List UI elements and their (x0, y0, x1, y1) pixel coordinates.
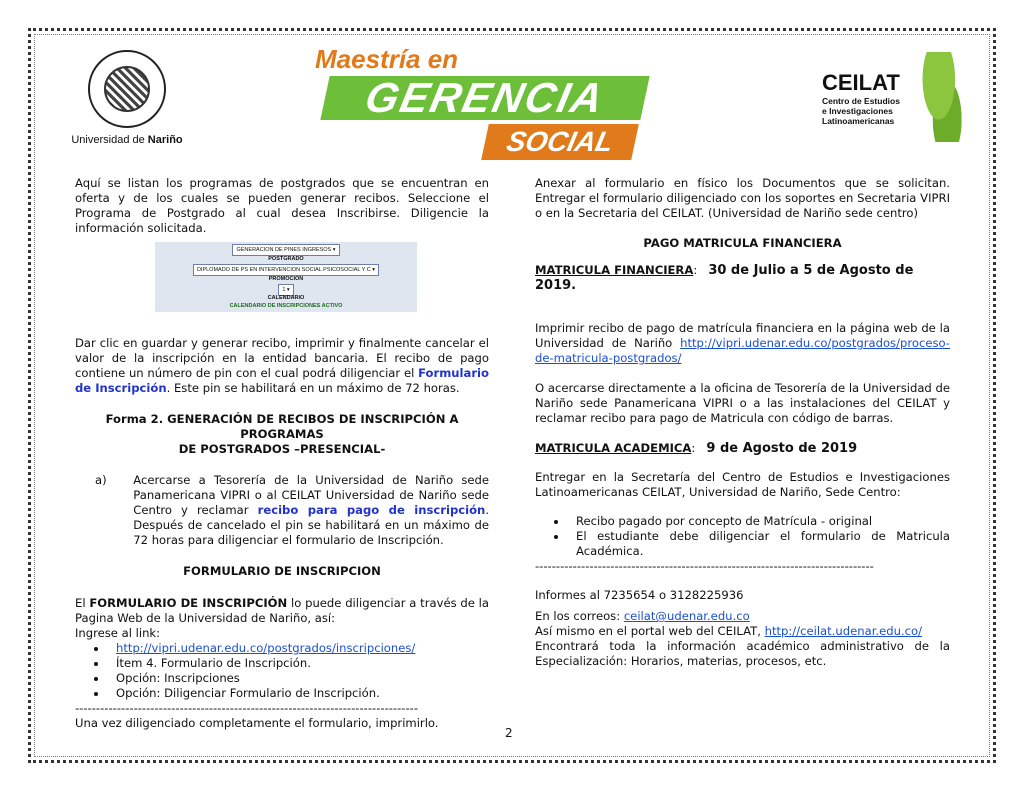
payment-paragraph: Dar clic en guardar y generar recibo, imprimir y finalmente cancelar el valor de la inscripción en la entidad bancaria. El recibo de pago contiene un número de pin con el cual podrá diligenciar el Formulario de Inscripción. Este pin se habilitará en un máximo de 72 horas. (75, 336, 489, 395)
recibo-link[interactable]: recibo para pago de inscripción (257, 503, 486, 517)
ceilat-subtitle-1: Centro de Estudios (822, 96, 900, 106)
matricula-academica-line: MATRICULA ACADEMICA: 9 de Agosto de 2019 (535, 441, 858, 456)
forma2-title-2: DE POSTGRADOS –PRESENCIAL- (178, 442, 386, 456)
ceilat-subtitle-3: Latinoamericanas (822, 116, 895, 126)
university-name: Universidad de Nariño (71, 134, 183, 146)
email-link[interactable]: ceilat@udenar.edu.co (623, 609, 750, 623)
matricula-financiera-line: MATRICULA FINANCIERA: 30 de Julio a 5 de Agosto de 2019. (535, 263, 914, 293)
ceilat-title: CEILAT (822, 70, 900, 95)
separator: ---------------------------------------------------------------------------------- (75, 701, 419, 715)
form-heading: FORMULARIO DE INSCRIPCION (183, 564, 381, 578)
annex-paragraph: Anexar al formulario en físico los Documentos que se solicitan. Entregar el formulario diligenciado con los soportes en Secretaria VIPRI o en la Secretaria del CEILAT. (Universidad de Nariño sede centro) (535, 176, 950, 220)
info-paragraph: Encontrará toda la información académico administrativo de la Especialización: Horarios, materias, procesos, etc. (535, 639, 950, 668)
item-a-text: Acercarse a Tesorería de la Universidad de Nariño sede Panamericana VIPRI o al CEILAT Universidad de Nariño sede Centro y reclamar recibo para pago de inscripción. Después de cancelado el pin se habilitará en un máximo de 72 horas para diligenciar el formulario de Inscripción. (133, 473, 490, 547)
banner-line3: SOCIAL (481, 124, 639, 160)
ceilat-subtitle-2: e Investigaciones (822, 106, 893, 116)
list-item: • Opción: Inscripciones (108, 671, 489, 686)
portal-link[interactable]: http://ceilat.udenar.edu.co/ (764, 624, 922, 638)
item-a (75, 473, 489, 548)
forma2-title-1: Forma 2. GENERACIÓN DE RECIBOS DE INSCRIPCIÓN A PROGRAMAS (105, 412, 459, 441)
banner-line2: GERENCIA (320, 76, 649, 120)
print-instruction: Una vez diligenciado completamente el formulario, imprimirlo. (75, 716, 439, 730)
list-item[interactable]: • http://vipri.udenar.edu.co/postgrados/inscripciones/ (108, 641, 489, 656)
list-item: • Ítem 4. Formulario de Inscripción. (108, 656, 489, 671)
item-a-label: a) (95, 473, 107, 487)
form-paragraph: El FORMULARIO DE INSCRIPCIÓN lo puede diligenciar a través de la Pagina Web de la Universidad de Nariño, así: (75, 596, 489, 625)
university-seal-icon (88, 50, 166, 128)
left-column (75, 176, 489, 731)
promocion-label: PROMOCION (268, 276, 304, 282)
list-item: • Recibo pagado por concepto de Matrícula - original (568, 514, 950, 529)
pin-form-screenshot (155, 242, 417, 312)
correos-line: En los correos: ceilat@udenar.edu.co (535, 609, 750, 623)
promocion-select: 1 ▾ (278, 284, 293, 296)
print-receipt-paragraph: Imprimir recibo de pago de matrícula financiera en la página web de la Universidad de Nariño http://vipri.udenar.edu.co/postgrados/proceso-de-matricula-postgrados/ (535, 321, 950, 365)
postgrado-select: DIPLOMADO DE PS EN INTERVENCION SOCIAL PSICOSOCIAL Y C ▾ (193, 264, 379, 276)
calendario-status: CALENDARIO DE INSCRIPCIONES ACTIVO (229, 303, 343, 309)
entregar-paragraph: Entregar en la Secretaría del Centro de Estudios e Investigaciones Latinoamericanas CEILAT, Universidad de Nariño, Sede Centro: (535, 470, 950, 499)
pago-heading: PAGO MATRICULA FINANCIERA (643, 236, 842, 250)
page-number: 2 (505, 726, 513, 740)
intro-paragraph: Aquí se listan los programas de postgrados que se encuentran en oferta y de los cuales se pueden generar recibos. Seleccione el Programa de Postgrado al cual desea Inscribirse. Diligencie la información solicitada. (75, 176, 489, 235)
university-logo (62, 50, 192, 146)
requirements-list (535, 514, 950, 559)
list-item: • Opción: Diligenciar Formulario de Inscripción. (108, 686, 489, 701)
calendario-label: CALENDARIO (267, 295, 305, 301)
informes-phone: Informes al 7235654 o 3128225936 (535, 588, 744, 602)
formulario-link[interactable]: Formulario de Inscripción (75, 366, 489, 395)
list-item: • El estudiante debe diligenciar el formulario de Matricula Académica. (568, 529, 950, 559)
right-column (535, 176, 950, 669)
tesoreria-paragraph: O acercarse directamente a la oficina de Tesorería de la Universidad de Nariño sede Panamericana VIPRI o a las instalaciones del CEILAT y reclamar recibo para pago de Matricula con código de barras. (535, 381, 950, 425)
matricula-link[interactable]: http://vipri.udenar.edu.co/postgrados/proceso-de-matricula-postgrados/ (535, 336, 950, 365)
link-instruction: Ingrese al link: (75, 626, 161, 640)
pin-type-select: GENERACION DE PINES INGRESOS ▾ (232, 244, 339, 256)
postgrado-label: POSTGRADO (268, 256, 304, 262)
inscription-steps (75, 641, 489, 701)
separator: --------------------------------------------------------------------------------- (535, 559, 874, 573)
latin-america-map-icon (922, 52, 964, 142)
banner-line1: Maestría en (315, 44, 459, 74)
ceilat-logo (822, 70, 972, 150)
portal-line: Así mismo en el portal web del CEILAT, http://ceilat.udenar.edu.co/ (535, 624, 922, 638)
program-banner (305, 44, 660, 164)
